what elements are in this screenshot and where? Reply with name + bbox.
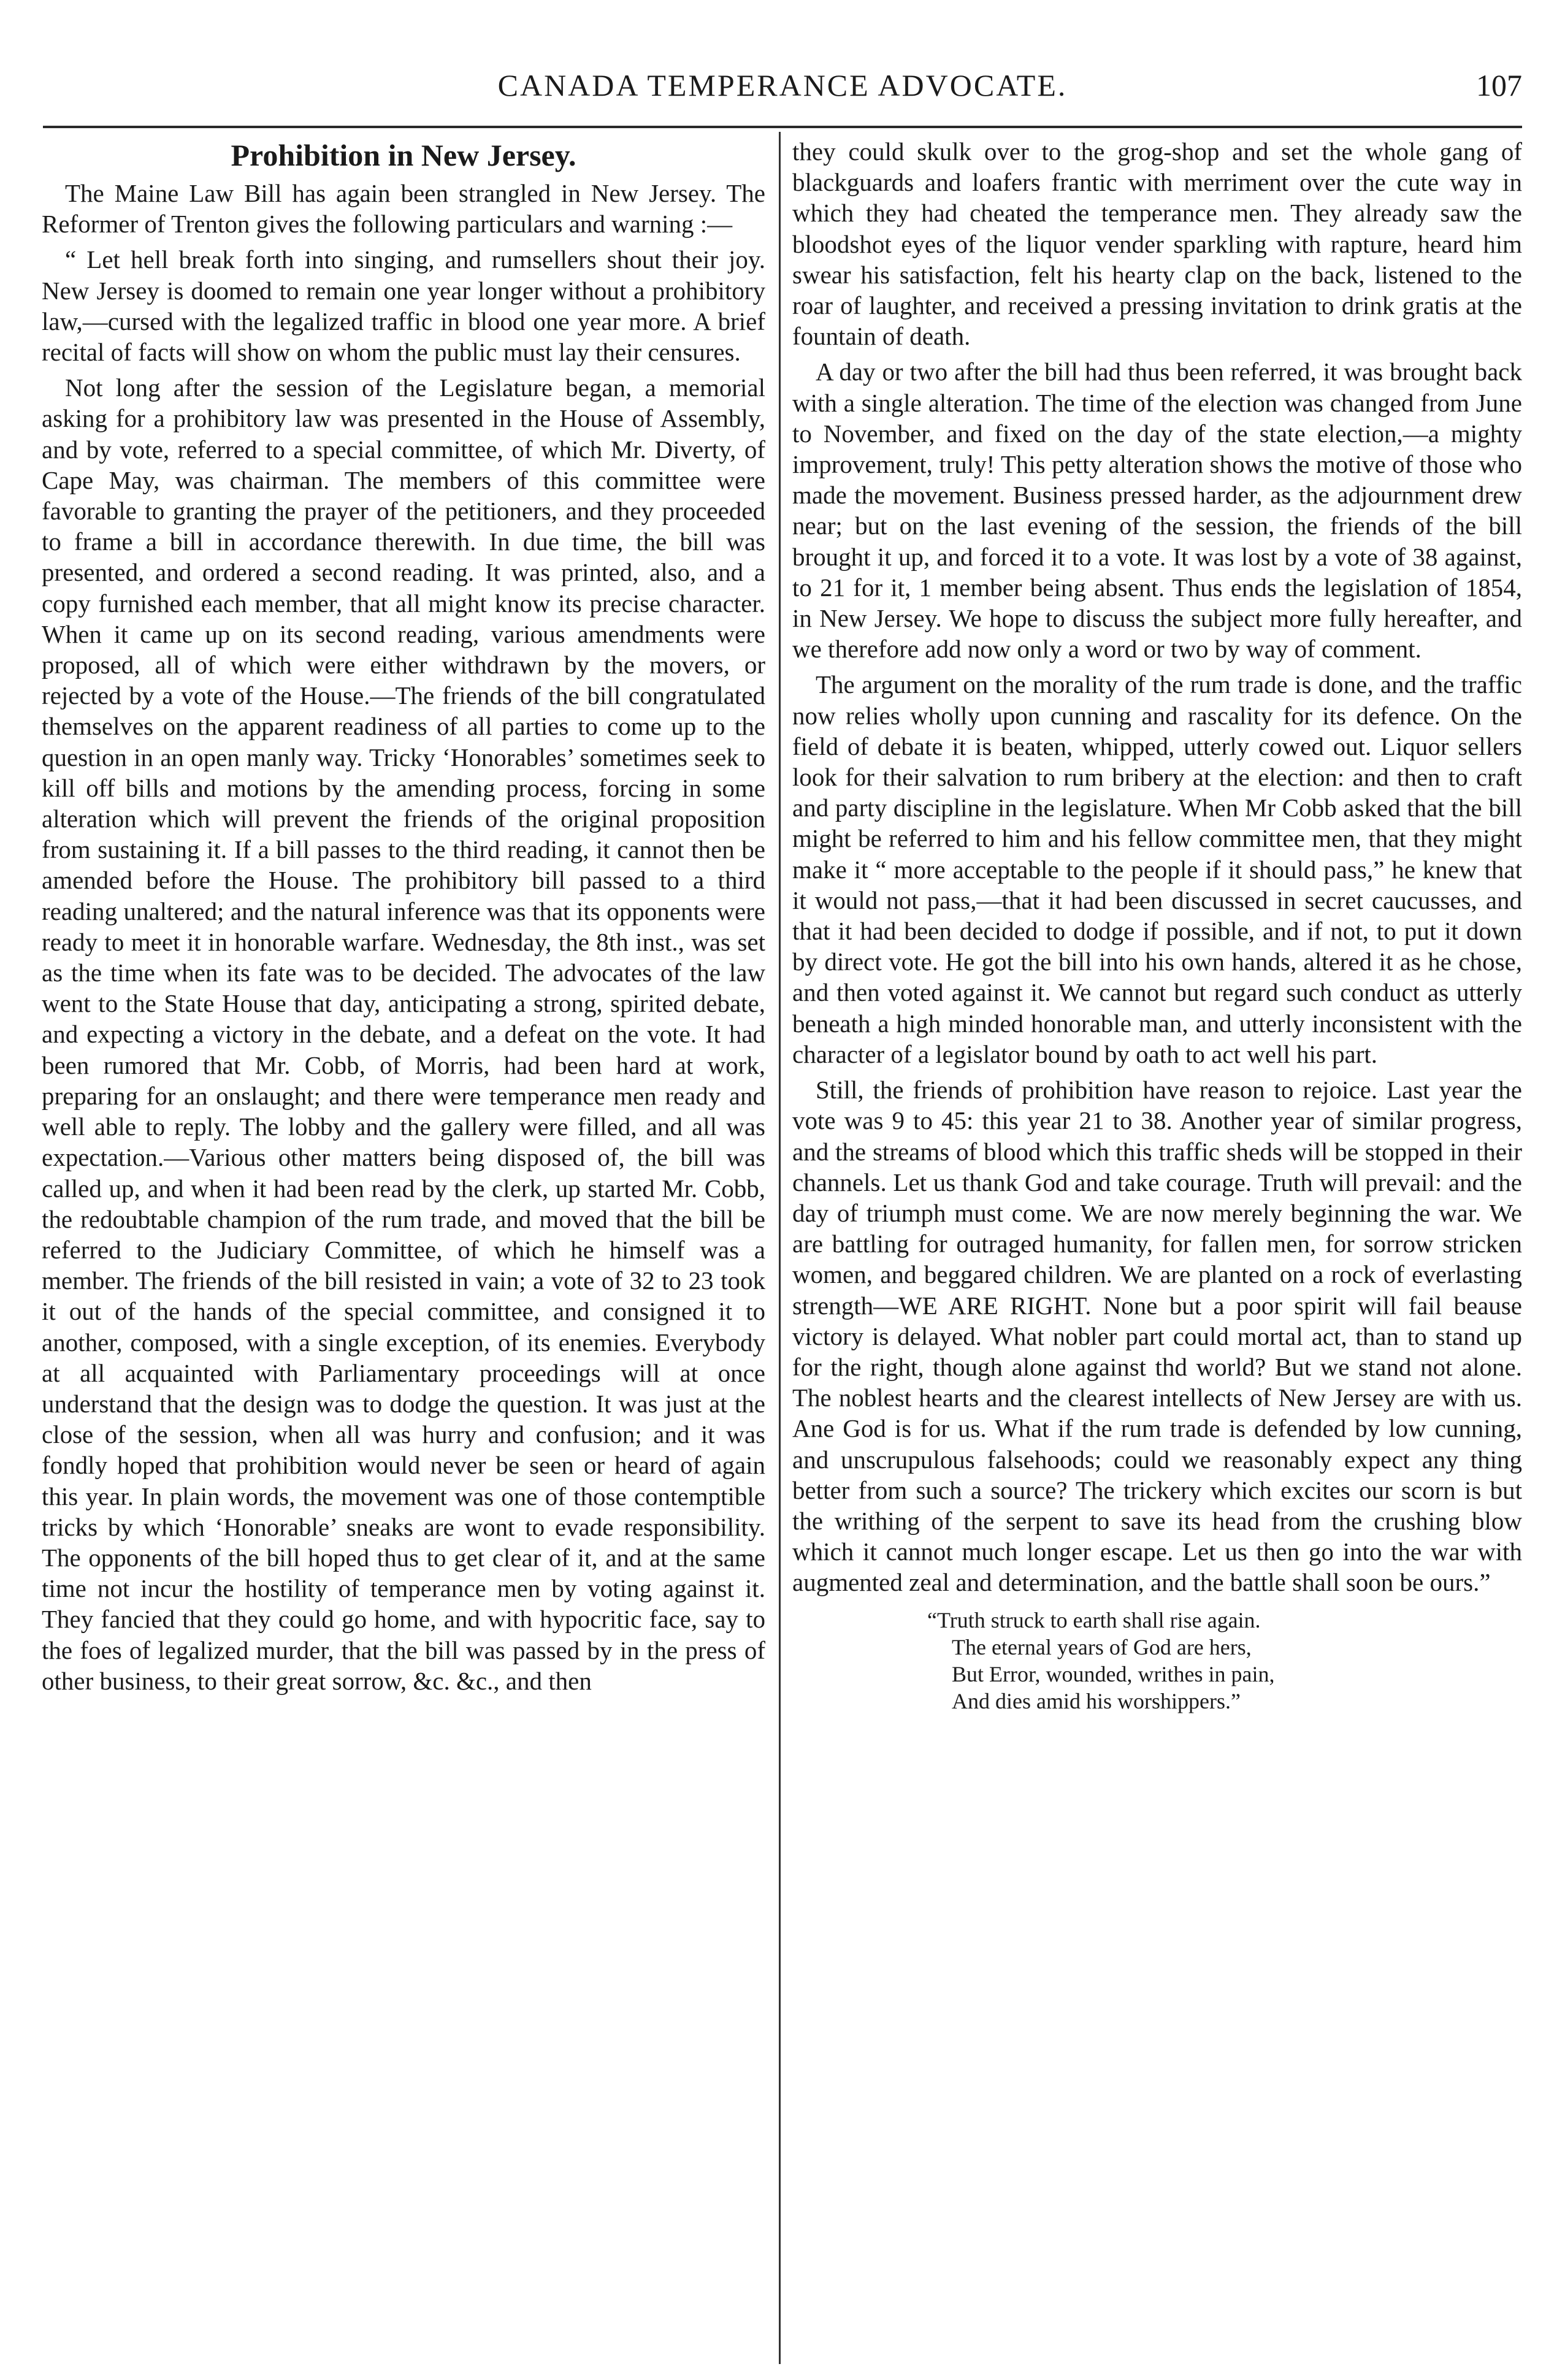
poem-line: The eternal years of God are hers, bbox=[952, 1634, 1252, 1659]
paragraph: Not long after the session of the Legislature began, a memorial asking for a prohibitory law was presented in the House of Assembly, and by vote, referred to a special committee, of which Mr. Diverty, of Cape May, was chairman. The members of this committee were favorable to granting the prayer of the petitioners, and they proceeded to frame a bill in accordance therewith. In due time, the bill was presented, and ordered a second reading. It was printed, also, and a copy furnished each member, that all might know its precise character. When it came up on its second reading, various amendments were proposed, all of which were either withdrawn by the movers, or rejected by a vote of the House.—The friends of the bill congratulated themselves on the apparent readiness of all parties to come up to the question in an open manly way. Tricky ‘Honorables’ sometimes seek to kill off bills and motions by the amending process, forcing in some alteration which will prevent the friends of the original proposition from sustaining it. If a bill passes to the third reading, it cannot then be amended before the House. The prohibitory bill passed to a third reading unaltered; and the natural inference was that its opponents were ready to meet it in honorable warfare. Wednesday, the 8th inst., was set as the time when its fate was to be decided. The advocates of the law went to the State House that day, anticipating a strong, spirited debate, and expecting a victory in the debate, and a defeat on the vote. It had been rumored that Mr. Cobb, of Morris, had been hard at work, preparing for an onslaught; and there were temperance men ready and well able to reply. The lobby and the gallery were filled, and all was expectation.—Various other matters being disposed of, the bill was called up, and when it had been read by the clerk, up started Mr. Cobb, the redoubtable champion of the rum trade, and moved that the bill be referred to the Judiciary Committee, of which he himself was a member. The friends of the bill resisted in vain; a vote of 32 to 23 took it out of the hands of the special committee, and consigned it to another, composed, with a single exception, of its enemies. Everybody at all acquainted with Parliamentary proceedings will at once understand that the design was to dodge the question. It was just at the close of the session, when all was hurry and confusion; and it was fondly hoped that prohibition would never be seen or heard of again this year. In plain words, the movement was one of those contemptible tricks by which ‘Honorable’ sneaks are wont to evade responsibility. The opponents of the bill hoped thus to get clear of it, and at the same time not incur the hostility of temperance men by voting against it. They fancied that they could go home, and with hypocritic face, say to the foes of legalized murder, that the bill was passed by in the press of other business, to their great sorrow, &c. &c., and then bbox=[42, 373, 765, 1695]
paragraph: “ Let hell break forth into singing, and rumsellers shout their joy. New Jersey is doomed to remain one year longer without a prohibitory law,—cursed with the legalized traffic in blood one year more. A brief recital of facts will show on whom the public must lay their censures. bbox=[42, 245, 765, 367]
poem-line: And dies amid his worshippers.” bbox=[952, 1688, 1241, 1713]
paragraph: they could skulk over to the grog-shop and set the whole gang of blackguards and loafers frantic with merriment over the cute way in which they had cheated the temperance men. They already saw the bloodshot eyes of the liquor vender sparkling with rapture, heard him swear his satisfaction, felt his hearty clap on the back, listened to the roar of laughter, and received a pressing invitation to drink gratis at the fountain of death. bbox=[792, 137, 1522, 351]
page-number: 107 bbox=[1476, 68, 1522, 102]
right-column bbox=[792, 136, 1522, 2368]
page-header bbox=[43, 67, 1522, 123]
article-title: Prohibition in New Jersey. bbox=[231, 138, 576, 172]
paragraph: The Maine Law Bill has again been strangled in New Jersey. The Reformer of Trenton gives the following particulars and warning :— bbox=[42, 179, 765, 239]
header-rule bbox=[43, 126, 1522, 128]
left-column bbox=[42, 136, 765, 2368]
running-title: CANADA TEMPERANCE ADVOCATE. bbox=[497, 68, 1068, 102]
poem-line: But Error, wounded, writhes in pain, bbox=[952, 1661, 1275, 1686]
column-divider bbox=[779, 132, 781, 2364]
paragraph: Still, the friends of prohibition have reason to rejoice. Last year the vote was 9 to 45: this year 21 to 38. Another year of similar progress, and the streams of blood which this traffic sheds will be stopped in their channels. Let us thank God and take courage. Truth will prevail: and the day of triumph must come. We are now merely beginning the war. We are battling for outraged humanity, for fallen men, for sorrow stricken women, and beggared children. We are planted on a rock of everlasting strength—WE ARE RIGHT. None but a poor spirit will fail beause victory is delayed. What nobler part could mortal act, than to stand up for the right, though alone against thd world? But we stand not alone. The noblest hearts and the clearest intellects of New Jersey are with us. Ane God is for us. What if the rum trade is defended by low cunning, and unscrupulous falsehoods; could we reasonably expect any thing better from such a source? The trickery which excites our scorn is but the writhing of the serpent to save its head from the crushing blow which it cannot much longer escape. Let us then go into the war with augmented zeal and determination, and the battle shall soon be ours.” bbox=[792, 1076, 1522, 1597]
poem-line: “Truth struck to earth shall rise again. bbox=[927, 1607, 1261, 1632]
poem-quote bbox=[927, 1607, 1522, 1715]
paragraph: A day or two after the bill had thus been referred, it was brought back with a single alteration. The time of the election was changed from June to November, and fixed on the day of the state election,—a mighty improvement, truly! This petty alteration shows the motive of those who made the movement. Business pressed harder, as the adjournment drew near; but on the last evening of the session, the friends of the bill brought it up, and forced it to a vote. It was lost by a vote of 38 against, to 21 for it, 1 member being absent. Thus ends the legislation of 1854, in New Jersey. We hope to discuss the subject more fully hereafter, and we therefore add now only a word or two by way of comment. bbox=[792, 358, 1522, 664]
paragraph: The argument on the morality of the rum trade is done, and the traffic now relies wholly upon cunning and rascality for its defence. On the field of debate it is beaten, whipped, utterly cowed out. Liquor sellers look for their salvation to rum bribery at the election: and then to craft and party discipline in the legislature. When Mr Cobb asked that the bill might be referred to him and his fellow committee men, that they might make it “ more acceptable to the people if it should pass,” he knew that it would not pass,—that it had been discussed in secret caucusses, and that it had been decided to dodge if possible, and if not, to put it down by direct vote. He got the bill into his own hands, altered it as he chose, and then voted against it. We cannot but regard such conduct as utterly beneath a high minded honorable man, and utterly inconsistent with the character of a legislator bound by oath to act well his part. bbox=[792, 670, 1522, 1068]
